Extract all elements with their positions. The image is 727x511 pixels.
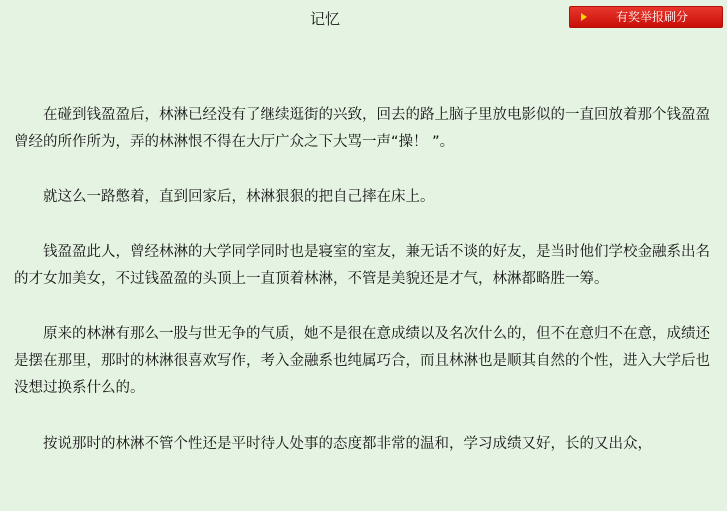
paragraph: 原来的林淋有那么一股与世无争的气质，她不是很在意成绩以及名次什么的，但不在意归不在意，成绩还是摆在那里，那时的林淋很喜欢写作，考入金融系也纯属巧合，而且林淋也是顺其自然的个性，进入大学后也没想过换系什么的。 (14, 326, 710, 396)
page-title: 记忆 (309, 10, 340, 28)
spacer (14, 156, 720, 184)
paragraph: 就这么一路憋着，直到回家后，林淋狠狠的把自己摔在床上。 (43, 189, 435, 205)
spacer (14, 293, 720, 321)
spacer (14, 211, 720, 239)
play-icon (581, 13, 587, 21)
paragraph: 在碰到钱盈盈后，林淋已经没有了继续逛街的兴致，回去的路上脑子里放电影似的一直回放着那个钱盈盈曾经的所作所为，弄的林淋恨不得在大厅广众之下大骂一声“操！ ”。 (14, 107, 710, 150)
spacer (14, 402, 720, 431)
paragraph: 按说那时的林淋不管个性还是平时待人处事的态度都非常的温和，学习成绩又好，长的又出众， (43, 436, 652, 452)
report-button-label: 有奖举报刷分 (616, 10, 689, 24)
paragraph: 钱盈盈此人，曾经林淋的大学同学同时也是寝室的室友，兼无话不谈的好友，是当时他们学校金融系出名的才女加美女，不过钱盈盈的头顶上一直顶着林淋，不管是美貌还是才气，林淋都略胜一筹。 (14, 244, 710, 287)
report-button[interactable] (569, 6, 723, 28)
article-body (14, 102, 720, 458)
